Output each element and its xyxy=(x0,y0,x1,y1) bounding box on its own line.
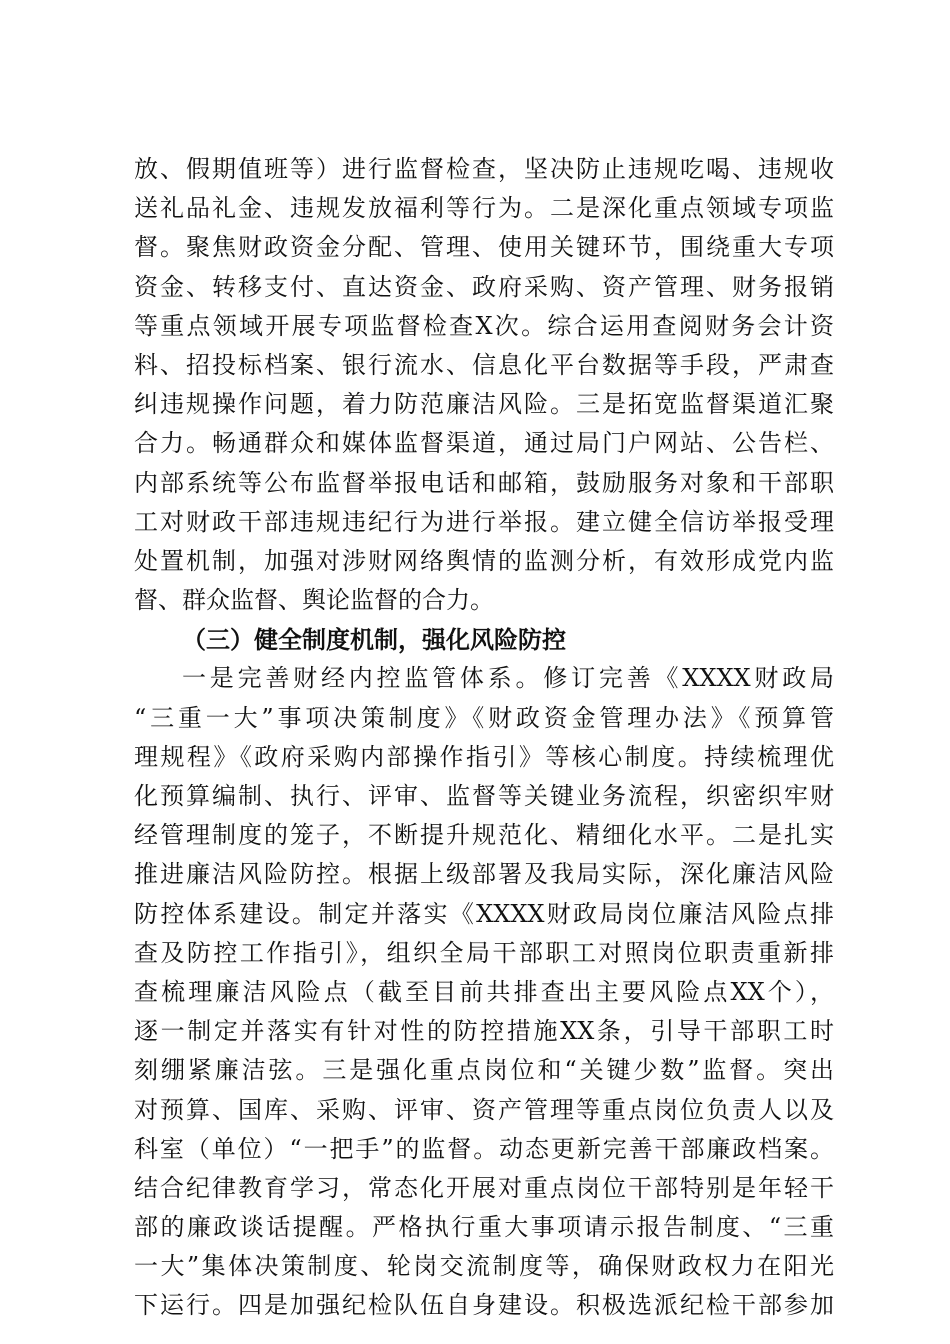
text-line: 一是完善财经内控监管体系。修订完善《XXXX财政局 xyxy=(182,664,834,693)
text-line: 等重点领域开展专项监督检查X次。综合运用查阅财务会计资 xyxy=(134,311,834,340)
text-line: 一大”集体决策制度、轮岗交流制度等，确保财政权力在阳光 xyxy=(134,1252,834,1281)
text-line: 料、招投标档案、银行流水、信息化平台数据等手段，严肃查 xyxy=(134,350,834,379)
text-line: 放、假期值班等）进行监督检查，坚决防止违规吃喝、违规收 xyxy=(134,155,834,183)
text-line: 查梳理廉洁风险点（截至目前共排查出主要风险点XX个）， xyxy=(134,977,834,1006)
text-line: 资金、转移支付、直达资金、政府采购、资产管理、财务报销 xyxy=(134,272,834,301)
text-line: 科室（单位）“一把手”的监督。动态更新完善干部廉政档案。 xyxy=(134,1134,834,1163)
text-line: 结合纪律教育学习，常态化开展对重点岗位干部特别是年轻干 xyxy=(134,1173,834,1202)
text-line: 内部系统等公布监督举报电话和邮箱，鼓励服务对象和干部职 xyxy=(134,468,834,497)
text-line: 对预算、国库、采购、评审、资产管理等重点岗位负责人以及 xyxy=(134,1095,834,1124)
text-line: 送礼品礼金、违规发放福利等行为。二是深化重点领域专项监 xyxy=(134,194,834,223)
text-line: 督、群众监督、舆论监督的合力。 xyxy=(134,586,494,615)
text-line: 下运行。四是加强纪检队伍自身建设。积极选派纪检干部参加 xyxy=(134,1291,834,1320)
text-line: 处置机制，加强对涉财网络舆情的监测分析，有效形成党内监 xyxy=(134,546,834,575)
section-heading: （三）健全制度机制，强化风险防控 xyxy=(182,625,566,655)
text-line: 理规程》《政府采购内部操作指引》等核心制度。持续梳理优 xyxy=(134,742,834,771)
text-line: 督。聚焦财政资金分配、管理、使用关键环节，围绕重大专项 xyxy=(134,233,834,262)
text-line: 经管理制度的笼子，不断提升规范化、精细化水平。二是扎实 xyxy=(134,821,834,850)
text-line: 合力。畅通群众和媒体监督渠道，通过局门户网站、公告栏、 xyxy=(134,429,834,458)
text-line: 部的廉政谈话提醒。严格执行重大事项请示报告制度、“三重 xyxy=(134,1213,834,1242)
text-line: 化预算编制、执行、评审、监督等关键业务流程，织密织牢财 xyxy=(134,782,834,810)
text-line: 纠违规操作问题，着力防范廉洁风险。三是拓宽监督渠道汇聚 xyxy=(134,390,834,419)
text-line: 刻绷紧廉洁弦。三是强化重点岗位和“关键少数”监督。突出 xyxy=(134,1056,834,1085)
text-line: 查及防控工作指引》，组织全局干部职工对照岗位职责重新排 xyxy=(134,938,834,967)
text-line: 防控体系建设。制定并落实《XXXX财政局岗位廉洁风险点排 xyxy=(134,899,834,928)
text-line: 工对财政干部违规违纪行为进行举报。建立健全信访举报受理 xyxy=(134,507,834,536)
text-line: “三重一大”事项决策制度》《财政资金管理办法》《预算管 xyxy=(134,703,834,732)
document-body xyxy=(134,150,834,1326)
text-line: 推进廉洁风险防控。根据上级部署及我局实际，深化廉洁风险 xyxy=(134,860,834,889)
text-line: 逐一制定并落实有针对性的防控措施XX条，引导干部职工时 xyxy=(134,1017,834,1046)
